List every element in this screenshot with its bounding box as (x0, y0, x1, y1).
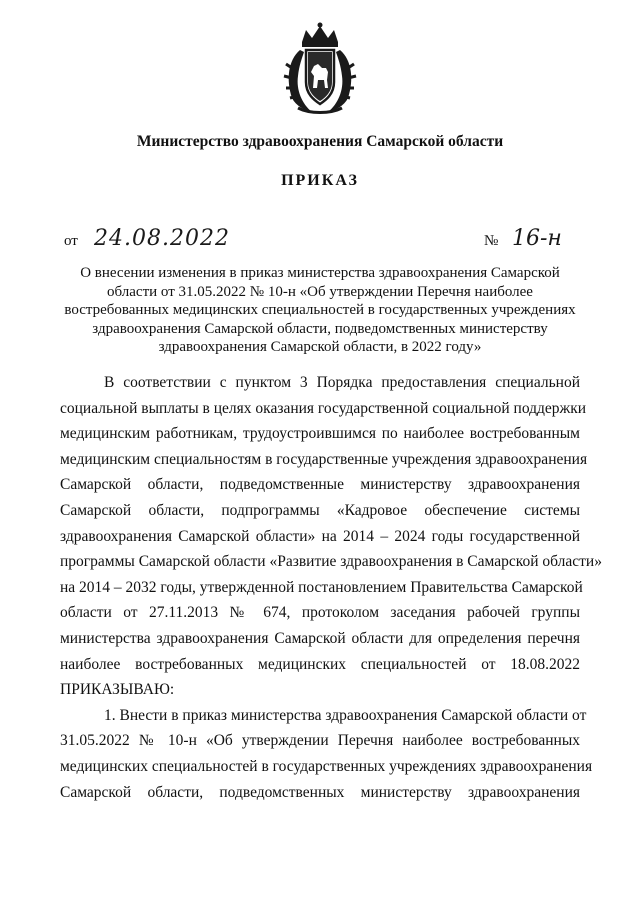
body-line: Самарской области, подведомственные министерству здравоохранения (60, 476, 580, 494)
body-line: министерства здравоохранения Самарской области для определения перечня (60, 629, 580, 647)
subject-line: области от 31.05.2022 № 10-н «Об утверждении Перечня наиболее (107, 283, 533, 300)
body-line: медицинским специальностям в государственные учреждения здравоохранения (60, 450, 588, 468)
body-line: социальной выплаты в целях оказания государственной социальной поддержки (60, 399, 587, 417)
subject-line: востребованных медицинских специальностей в государственных учреждениях (64, 302, 576, 318)
subject-line: здравоохранения Самарской области, в 2022 году» (158, 339, 482, 355)
date-prefix: от (64, 233, 78, 249)
handwritten-date: 24.08.2022 (94, 226, 230, 251)
body-line: Самарской области, подпрограммы «Кадровое обеспечение системы (60, 501, 580, 519)
body-line: на 2014 – 2032 годы, утвержденной постановлением Правительства Самарской (60, 578, 583, 596)
body-line: наиболее востребованных медицинских специальностей от 18.08.2022 (60, 655, 580, 673)
body-line: области от 27.11.2013 № 674, протоколом заседания рабочей группы (60, 604, 580, 622)
document-title: ПРИКАЗ (281, 172, 359, 189)
body-line: 31.05.2022 № 10-н «Об утверждении Перечня наиболее востребованных (60, 732, 580, 750)
date-number-row (64, 228, 584, 254)
order-body (60, 370, 602, 805)
body-line: 1. Внести в приказ министерства здравоохранения Самарской области от (104, 706, 587, 724)
body-line: программы Самарской области «Развитие здравоохранения в Самарской области» (60, 553, 602, 571)
order-directive: ПРИКАЗЫВАЮ: (60, 681, 175, 699)
body-line: Самарской области, подведомственных министерству здравоохранения (60, 783, 580, 801)
subject-line: здравоохранения Самарской области, подведомственных министерству (92, 320, 548, 337)
body-line: В соответствии с пунктом 3 Порядка предоставления специальной (104, 374, 580, 391)
body-line: медицинских специальностей в государственных учреждениях здравоохранения (60, 757, 593, 775)
subject-line: О внесении изменения в приказ министерства здравоохранения Самарской (80, 265, 560, 281)
number-prefix: № (484, 233, 499, 249)
ministry-name: Министерство здравоохранения Самарской области (136, 133, 504, 150)
handwritten-number: 16-н (512, 226, 562, 251)
coat-of-arms-emblem (278, 20, 362, 116)
body-line: медицинским работникам, трудоустроившимся по наиболее востребованным (60, 425, 580, 443)
body-line: здравоохранения Самарской области» на 2014 – 2024 годы государственной (60, 527, 580, 545)
order-subject (60, 264, 580, 357)
